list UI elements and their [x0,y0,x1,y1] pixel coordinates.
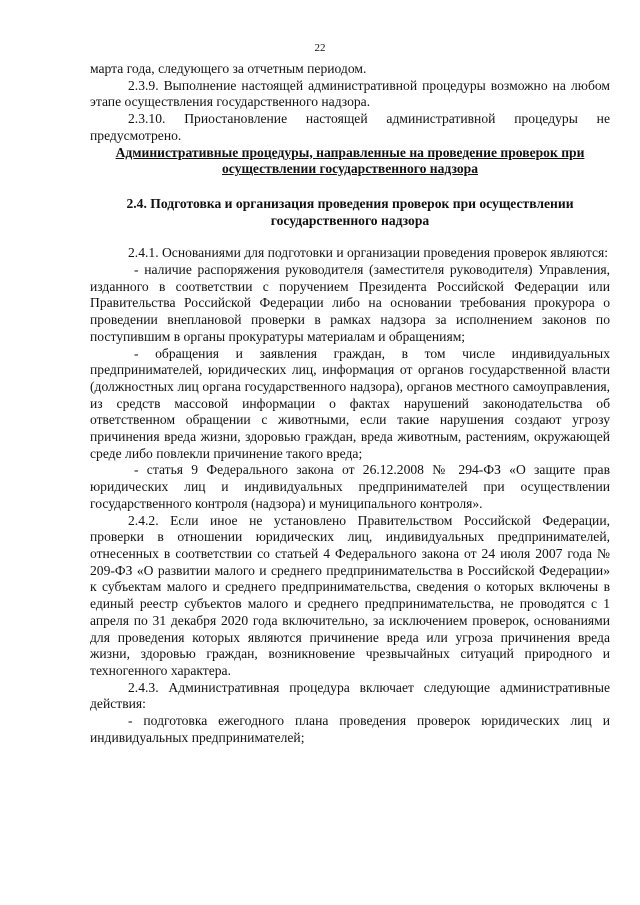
paragraph: 2.4.2. Если иное не установлено Правительством Российской Федерации, проверки в отношении юридических лиц, индивидуальных предпринимателей, отнесенных в соответствии со статьей 4 Федерального закона от 24 июля 2007 года № 209-ФЗ «О развитии малого и среднего предпринимательства в Российской Федерации» к субъектам малого и среднего предпринимательства, сведения о которых включены в единый реестр субъектов малого и среднего предпринимательства, не проводятся с 1 апреля по 31 декабря 2020 года включительно, за исключением проверок, основаниями для проведения которых являются причинение вреда или угроза причинения вреда жизни, здоровью граждан, возникновение чрезвычайных ситуаций природного и техногенного характера. [90,512,610,678]
list-item: - обращения и заявления граждан, в том числе индивидуальных предпринимателей, юридических лиц, информация от органов государственной власти (должностных лиц органа государственного надзора), органов местного самоуправления, из средств массовой информации о фактах нарушений законодательства об ответственном обращении с животными, если такие нарушения создают угрозу причинения вреда жизни, здоровью граждан, вреда животным, растениям, окружающей среде либо повлекли причинение такого вреда; [90,345,610,461]
paragraph: марта года, следующего за отчетным периодом. [90,61,367,76]
subsection-heading: Административные процедуры, направленные на проведение проверок при осуществлении государственного надзора [115,144,585,177]
paragraph: 2.4.3. Административная процедура включает следующие административные действия: [90,679,610,712]
list-item: - статья 9 Федерального закона от 26.12.2008 № 294-ФЗ «О защите прав юридических лиц и индивидуальных предпринимателей при осуществлении государственного контроля (надзора) и муниципального контроля». [90,462,610,511]
document-body [90,61,610,746]
paragraph: 2.4.1. Основаниями для подготовки и организации проведения проверок являются: [128,245,609,261]
page-number: 22 [314,42,326,54]
paragraph: 2.3.9. Выполнение настоящей административной процедуры возможно на любом этапе осуществления государственного надзора. [90,77,610,110]
section-title: 2.4. Подготовка и организация проведения проверок при осуществлении государственного надзора [126,195,574,228]
list-item: - наличие распоряжения руководителя (заместителя руководителя) Управления, изданного в соответствии с поручением Президента Российской Федерации или Правительства Российской Федерации либо на основании требования прокурора о проведении внеплановой проверки в рамках надзора за исполнением законов по поступившим в органы прокуратуры материалам и обращениям; [90,262,610,344]
paragraph: 2.3.10. Приостановление настоящей административной процедуры не предусмотрено. [90,111,610,143]
list-item: - подготовка ежегодного плана проведения проверок юридических лиц и индивидуальных предпринимателей; [90,713,610,745]
